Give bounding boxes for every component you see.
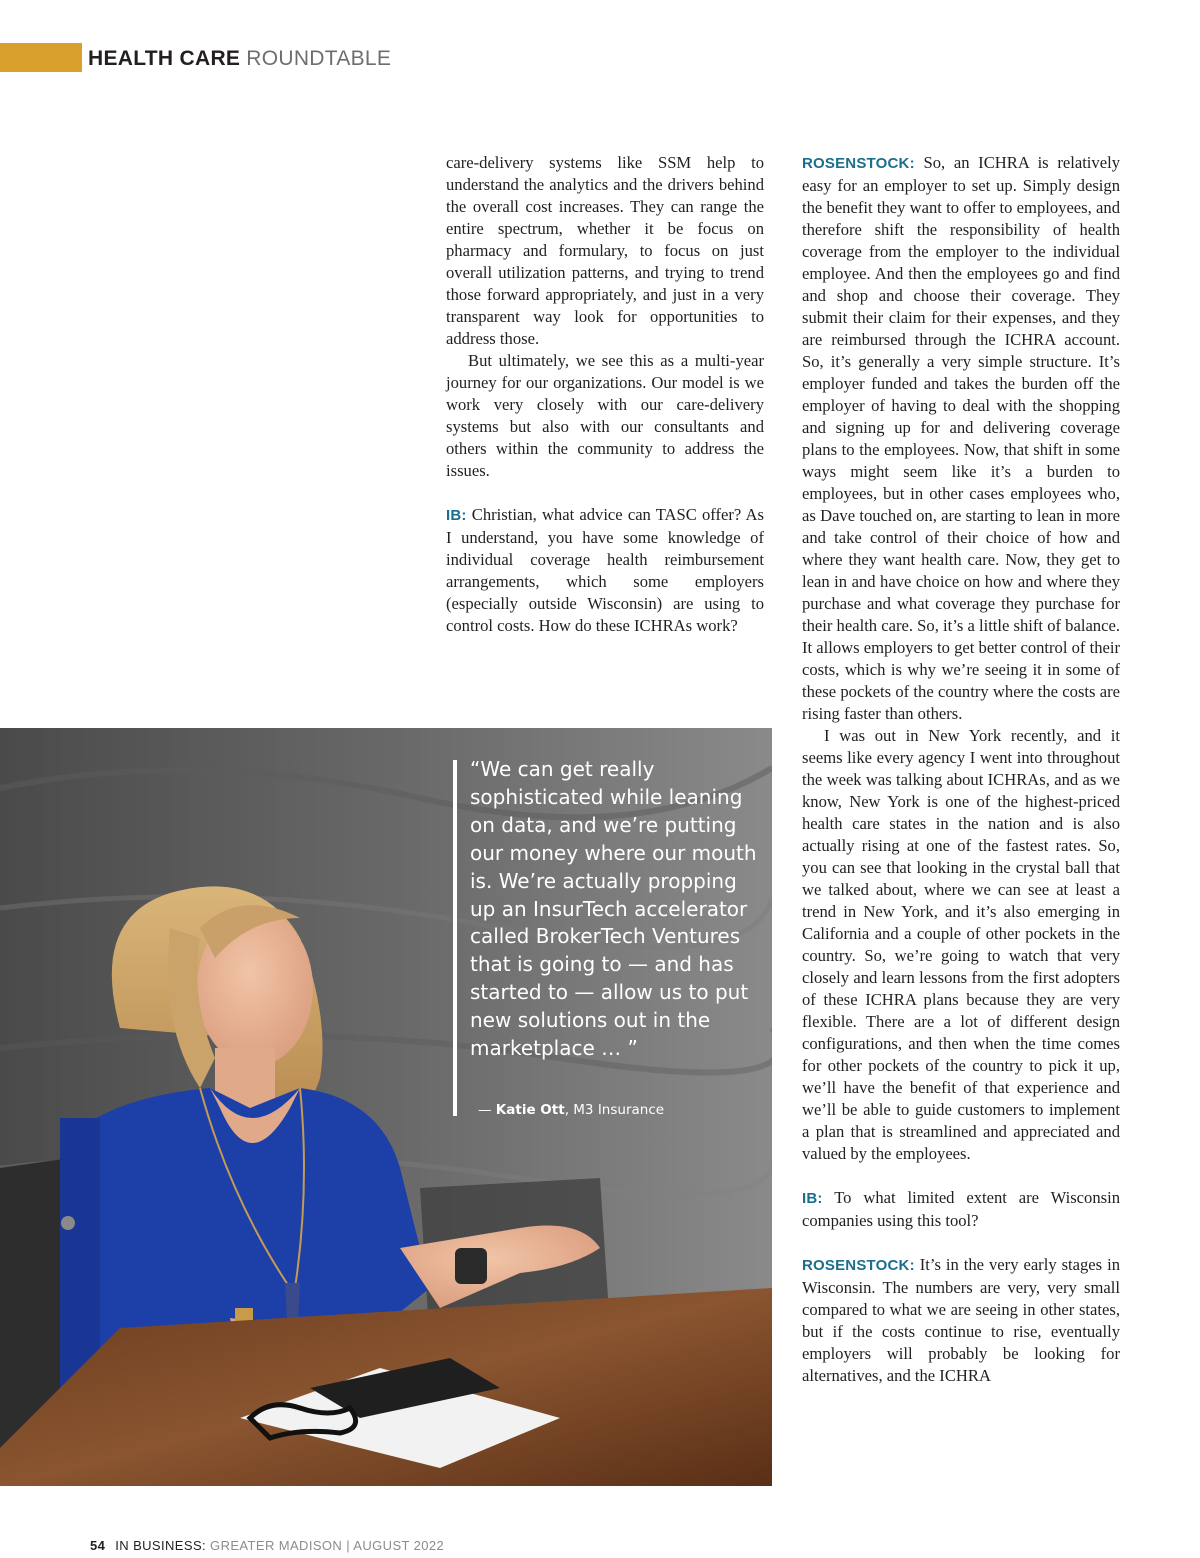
- middle-column: [446, 152, 764, 637]
- answer-text: It’s in the very early stages in Wisconsin. The numbers are very, very small compared to what we are seeing in other states, but if the costs continue to rise, eventually employers will probably be looking for alternatives, and the ICHRA: [802, 1255, 1120, 1385]
- answer-text: So, an ICHRA is relatively easy for an employer to set up. Simply design the benefit they want to offer to employees, and therefore shift the responsibility of health coverage from the employer to the individual employee. And then the employees go and find and shop and choose their coverage. They submit their claim for their expenses, and they are reimbursed through the ICHRA account. So, it’s generally a very simple structure. It’s employer funded and takes the burden off the employer of having to deal with the shopping and signing up for and delivering coverage plans to the employees. Now, that shift in some ways might seem like it’s a burden to employees, but in other cases employees who, as Dave touched on, are starting to lean in more and take control of their choice of how and where they want health care. Now, they get to lean in and have choice on how and where they purchase and what coverage they purchase for their health care. So, it’s a little shift of balance. It allows employers to get better control of their costs, which is why we’re seeing it in some of these pockets of the country where the costs are rising faster than others.: [802, 153, 1120, 723]
- paragraph: care-delivery systems like SSM help to understand the analytics and the drivers behind the overall cost increases. They can range the entire spectrum, whether it be focus on pharmacy and formulary, to focus on just overall utilization patterns, and trying to trend those forward appropriately, and just in a very transparent way look for opportunities to address those.: [446, 153, 764, 348]
- question-text: To what limited extent are Wisconsin companies using this tool?: [802, 1188, 1120, 1230]
- speaker-label: ROSENSTOCK:: [802, 155, 915, 172]
- attribution-name: Katie Ott: [495, 1102, 565, 1118]
- question-paragraph: [446, 504, 764, 637]
- question-paragraph: [802, 1187, 1120, 1232]
- attribution-dash: —: [478, 1102, 496, 1118]
- pull-quote: “We can get really sophisticated while leaning on data, and we’re putting our money where our mouth is. We’re actually propping up an InsurTech accelerator called BrokerTech Ventures that is going to — and has started to — allow us to put new solutions out in the marketplace … ”: [470, 757, 757, 1061]
- section-header: [88, 45, 391, 73]
- page-number: 54: [90, 1538, 106, 1553]
- answer-paragraph: [802, 152, 1120, 725]
- section-title: HEALTH CARE: [88, 47, 241, 70]
- question-text: Christian, what advice can TASC offer? As I understand, you have some knowledge of individual coverage health reimbursement arrangements, which some employers (especially outside Wisconsin) are using to control costs. How do these ICHRAs work?: [446, 505, 764, 635]
- speaker-label: IB:: [446, 507, 467, 524]
- page-footer: [90, 1537, 444, 1555]
- section-accent-bar: [0, 43, 82, 72]
- section-subtitle: ROUNDTABLE: [246, 47, 392, 70]
- speaker-label: ROSENSTOCK:: [802, 1257, 915, 1274]
- pull-quote-attribution: [478, 1101, 664, 1119]
- pull-quote-rule: [453, 760, 457, 1116]
- attribution-org: , M3 Insurance: [564, 1102, 665, 1118]
- paragraph: I was out in New York recently, and it seems like every agency I went into throughout the week was talking about ICHRAs, and as we know, New York is one of the highest-priced health care states in the nation and is also actually rising at one of the fastest rates. So, you can see that looking in the crystal ball that we talked about, where we can see at least a trend in New York, and it’s also emerging in California and a couple of other pockets in the country. So, we’re going to watch that very closely and learn lessons from the first adopters of these ICHRA plans because they are very flexible. There are a lot of different design configurations, and then when the time comes for other pockets of the country to pick it up, we’ll have the benefit of that experience and we’ll be able to guide customers to implement a plan that is streamlined and appreciated and valued by the employees.: [802, 726, 1120, 1163]
- paragraph: But ultimately, we see this as a multi-year journey for our organizations. Our model is we work very closely with our care-delivery systems but also with our consultants and others within the community to address the issues.: [446, 351, 764, 480]
- magazine-name: IN BUSINESS:: [115, 1538, 207, 1553]
- speaker-label: IB:: [802, 1190, 823, 1207]
- edition-info: GREATER MADISON | AUGUST 2022: [206, 1538, 445, 1553]
- answer-paragraph: [802, 1254, 1120, 1387]
- right-column: [802, 152, 1120, 1387]
